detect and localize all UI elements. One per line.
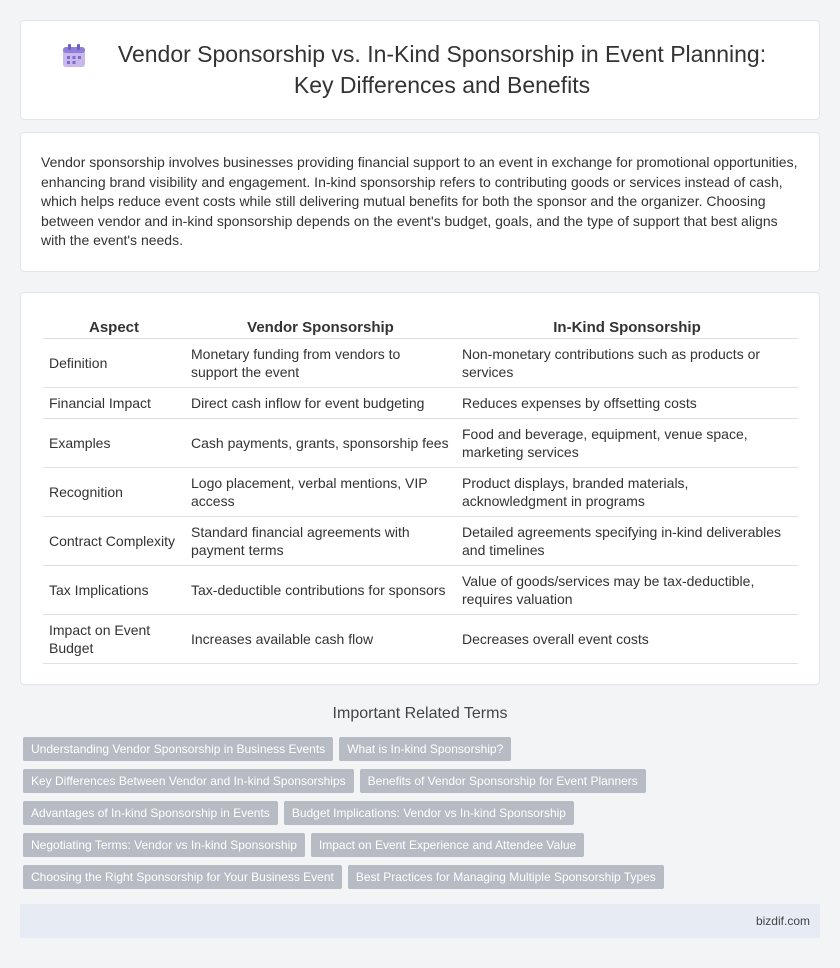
- site-name[interactable]: bizdif.com: [755, 914, 810, 928]
- header-inkind: In-Kind Sponsorship: [456, 315, 798, 339]
- table-row: [43, 468, 798, 517]
- cell-aspect: Impact on Event Budget: [43, 615, 185, 664]
- table-row: [43, 517, 798, 566]
- cell-vendor: Standard financial agreements with payment terms: [185, 517, 456, 566]
- related-terms-title: Important Related Terms: [332, 705, 508, 722]
- table-row: [43, 615, 798, 664]
- cell-vendor: Tax-deductible contributions for sponsors: [185, 566, 456, 615]
- cell-vendor: Direct cash inflow for event budgeting: [185, 388, 456, 419]
- cell-inkind: Detailed agreements specifying in-kind deliverables and timelines: [456, 517, 798, 566]
- related-term-tag[interactable]: Key Differences Between Vendor and In-kind Sponsorships: [23, 769, 354, 793]
- header-aspect: Aspect: [43, 315, 185, 339]
- table-header-row: [43, 315, 798, 339]
- related-term-tag[interactable]: Budget Implications: Vendor vs In-kind Sponsorship: [284, 801, 574, 825]
- cell-vendor: Logo placement, verbal mentions, VIP access: [185, 468, 456, 517]
- page-title: Vendor Sponsorship vs. In-Kind Sponsorship in Event Planning: Key Differences and Benefits: [117, 41, 767, 98]
- related-term-tag[interactable]: Impact on Event Experience and Attendee Value: [311, 833, 584, 857]
- cell-aspect: Tax Implications: [43, 566, 185, 615]
- related-terms-list: [23, 737, 803, 897]
- comparison-card: [20, 292, 820, 685]
- related-term-tag[interactable]: Understanding Vendor Sponsorship in Business Events: [23, 737, 333, 761]
- title-card: [20, 20, 820, 120]
- cell-aspect: Financial Impact: [43, 388, 185, 419]
- cell-aspect: Recognition: [43, 468, 185, 517]
- cell-aspect: Contract Complexity: [43, 517, 185, 566]
- related-term-tag[interactable]: What is In-kind Sponsorship?: [339, 737, 511, 761]
- cell-inkind: Value of goods/services may be tax-deductible, requires valuation: [456, 566, 798, 615]
- table-row: [43, 566, 798, 615]
- cell-aspect: Definition: [43, 339, 185, 388]
- table-row: [43, 388, 798, 419]
- calendar-icon: [60, 42, 88, 70]
- comparison-table: [43, 315, 798, 664]
- table-row: [43, 419, 798, 468]
- cell-inkind: Food and beverage, equipment, venue space, marketing services: [456, 419, 798, 468]
- intro-card: [20, 132, 820, 272]
- related-term-tag[interactable]: Best Practices for Managing Multiple Sponsorship Types: [348, 865, 664, 889]
- cell-inkind: Product displays, branded materials, acknowledgment in programs: [456, 468, 798, 517]
- cell-inkind: Decreases overall event costs: [456, 615, 798, 664]
- related-term-tag[interactable]: Benefits of Vendor Sponsorship for Event Planners: [360, 769, 646, 793]
- cell-vendor: Increases available cash flow: [185, 615, 456, 664]
- cell-inkind: Non-monetary contributions such as products or services: [456, 339, 798, 388]
- table-row: [43, 339, 798, 388]
- cell-vendor: Cash payments, grants, sponsorship fees: [185, 419, 456, 468]
- cell-inkind: Reduces expenses by offsetting costs: [456, 388, 798, 419]
- intro-paragraph: Vendor sponsorship involves businesses providing financial support to an event in exchange for promotional opportunities, enhancing brand visibility and engagement. In-kind sponsorship refers to contributing goods or services instead of cash, which helps reduce event costs while still delivering mutual benefits for both the sponsor and the organizer. Choosing between vendor and in-kind sponsorship depends on the event's budget, goals, and the type of support that best aligns with the event's needs.: [41, 154, 798, 249]
- cell-vendor: Monetary funding from vendors to support the event: [185, 339, 456, 388]
- cell-aspect: Examples: [43, 419, 185, 468]
- related-term-tag[interactable]: Choosing the Right Sponsorship for Your Business Event: [23, 865, 342, 889]
- footer: [20, 904, 820, 938]
- related-term-tag[interactable]: Negotiating Terms: Vendor vs In-kind Sponsorship: [23, 833, 305, 857]
- header-vendor: Vendor Sponsorship: [185, 315, 456, 339]
- related-term-tag[interactable]: Advantages of In-kind Sponsorship in Events: [23, 801, 278, 825]
